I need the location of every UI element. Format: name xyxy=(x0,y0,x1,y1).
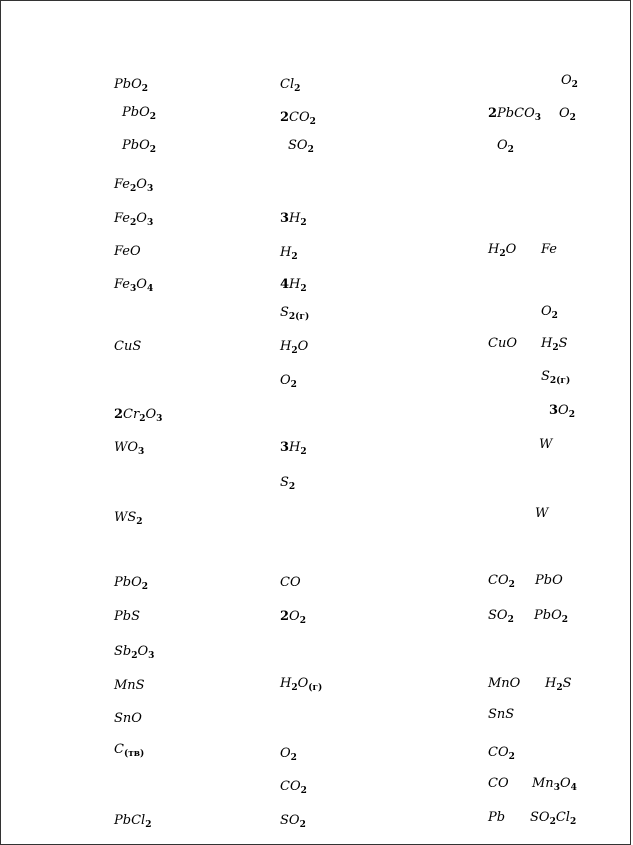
formula-f26: $O_2$ xyxy=(280,373,297,390)
formula-f57: PbCl$_2$ xyxy=(114,813,152,830)
formula-f27: $S_{2(г)}$ xyxy=(541,369,571,386)
formula-f2: $Cl_2$ xyxy=(280,77,301,94)
formula-f53: $CO_2$ xyxy=(488,745,515,762)
formula-f39: PbO xyxy=(535,573,563,588)
formula-f38: $CO_2$ xyxy=(488,573,515,590)
formula-f50: SnS xyxy=(488,707,515,722)
formula-f20: $S_{2(г)}$ xyxy=(280,305,310,322)
formula-f49: SnO xyxy=(114,711,142,726)
formula-f7: $O_2$ xyxy=(559,106,576,123)
formula-f48: $H_2S$ xyxy=(545,676,572,693)
formula-f19: $4H_2$ xyxy=(280,277,307,294)
formula-f13: $3H_2$ xyxy=(280,211,307,228)
formula-f52: $O_2$ xyxy=(280,746,297,763)
formula-f35: W xyxy=(535,506,549,521)
formula-f8: PbO$_2$ xyxy=(122,138,156,155)
formula-f12: $Fe_2O_3$ xyxy=(114,211,154,228)
formula-f16: $H_2O$ xyxy=(488,242,517,259)
formula-f5: $2CO_2$ xyxy=(280,110,316,127)
formula-f33: $S_2$ xyxy=(280,475,296,492)
formula-f11: $Fe_2O_3$ xyxy=(114,177,154,194)
formula-f60: $SO_2Cl_2$ xyxy=(530,810,577,827)
formula-f42: $SO_2$ xyxy=(488,608,514,625)
formula-f28: $2Cr_2O_3$ xyxy=(114,407,163,424)
formula-f14: FeO xyxy=(114,244,141,259)
formula-f55: CO xyxy=(488,776,509,791)
formula-f37: CO xyxy=(280,575,301,590)
formula-f46: $H_2O_{(г)}$ xyxy=(280,676,323,693)
formula-f6: 2PbCO$_3$ xyxy=(488,106,541,123)
formula-f31: $3H_2$ xyxy=(280,440,307,457)
formula-f21: $O_2$ xyxy=(541,304,558,321)
formula-f30: $WO_3$ xyxy=(114,440,145,457)
formula-f51: $C_{(тв)}$ xyxy=(114,742,145,759)
formula-f25: $H_2S$ xyxy=(541,336,568,353)
formula-f1: PbO$_2$ xyxy=(114,77,148,94)
formula-f15: $H_2$ xyxy=(280,245,298,262)
formula-f24: CuO xyxy=(488,336,517,351)
formula-f9: $SO_2$ xyxy=(288,138,314,155)
formula-f36: PbO$_2$ xyxy=(114,575,148,592)
formula-f43: PbO$_2$ xyxy=(534,608,568,625)
formula-f10: $O_2$ xyxy=(497,138,514,155)
formula-f41: $2O_2$ xyxy=(280,609,306,626)
formula-f32: W xyxy=(539,437,553,452)
formula-f47: MnO xyxy=(488,676,521,691)
formula-f54: $CO_2$ xyxy=(280,779,307,796)
formula-f22: CuS xyxy=(114,339,142,354)
formula-f45: MnS xyxy=(114,678,145,693)
formula-f59: Pb xyxy=(488,810,506,825)
formula-f3: $O_2$ xyxy=(561,73,578,90)
formula-f23: $H_2O$ xyxy=(280,339,309,356)
formula-f40: PbS xyxy=(114,609,140,624)
formula-f4: PbO$_2$ xyxy=(122,105,156,122)
formula-f18: $Fe_3O_4$ xyxy=(114,277,154,294)
formula-f58: $SO_2$ xyxy=(280,813,306,830)
formula-f29: $3O_2$ xyxy=(549,403,575,420)
formula-f56: $Mn_3O_4$ xyxy=(532,776,577,793)
formula-f44: $Sb_2O_3$ xyxy=(114,644,155,661)
formula-f17: Fe xyxy=(541,242,558,257)
formula-f34: $WS_2$ xyxy=(114,510,143,527)
